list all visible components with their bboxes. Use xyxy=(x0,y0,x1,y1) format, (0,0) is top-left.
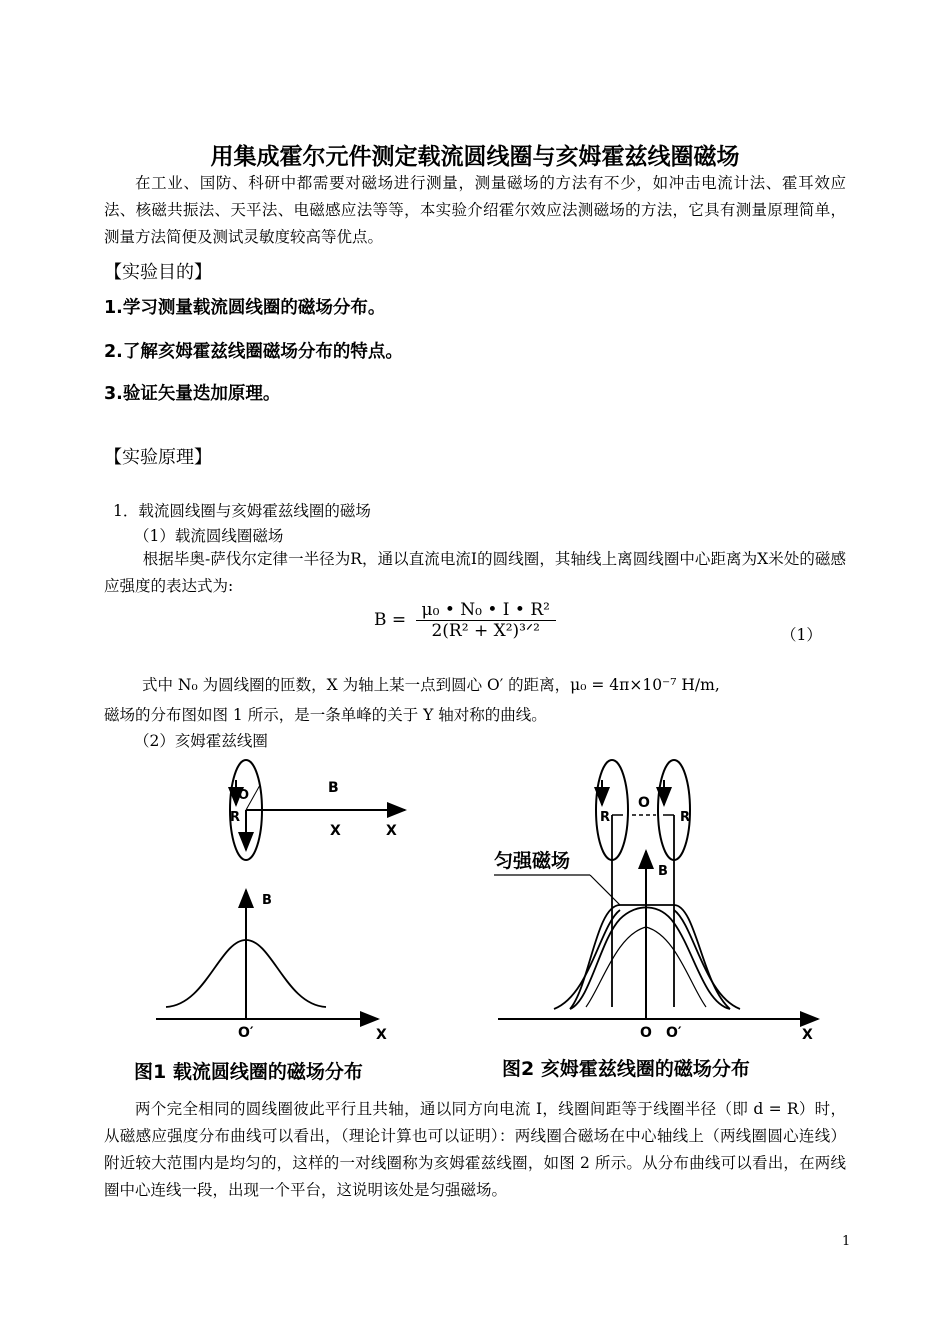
biot-savart-formula xyxy=(374,600,556,641)
page-number: 1 xyxy=(842,1234,851,1249)
closing-paragraph: 两个完全相同的圆线圈彼此平行且共轴，通以同方向电流 I，线圈间距等于线圈半径（即 d = R）时，从磁感应强度分布曲线可以看出，（理论计算也可以证明）：两线圈合磁场在中心轴线上（两线圈圆心连线）附近较大范围内是均匀的，这样的一对线圈称为亥姆霍兹线圈，如图 2 所示。从分布曲线可以看出，在两线圈中心连线一段，出现一个平台，这说明该处是匀强磁场。 xyxy=(104,1100,846,1199)
fig1-coil xyxy=(230,760,405,860)
principle-sub-1: （1）载流圆线圈磁场 xyxy=(134,527,284,545)
fig2-label-o-top: O xyxy=(638,795,650,811)
intro-paragraph: 在工业、国防、科研中都需要对磁场进行测量，测量磁场的方法有不少，如冲击电流计法、霍耳效应法、核磁共振法、天平法、电磁感应法等等，本实验介绍霍尔效应法测磁场的方法，它具有测量原理简单，测量方法简便及测试灵敏度较高等优点。 xyxy=(104,174,846,246)
fig1-label-b-top: B xyxy=(328,780,339,796)
figure-2-diagram xyxy=(490,755,830,1055)
fig1-label-o: O xyxy=(238,788,250,803)
fig2-label-uniform-field: 匀强磁场 xyxy=(494,850,571,872)
formula-numerator: μ₀ • N₀ • I • R² xyxy=(416,600,556,621)
fig1-label-r: R xyxy=(230,810,241,825)
figure-2-caption: 图2 亥姆霍兹线圈的磁场分布 xyxy=(502,1058,750,1080)
formula-lhs: B = xyxy=(374,610,407,630)
figure-1-caption: 图1 载流圆线圈的磁场分布 xyxy=(134,1061,363,1083)
page-title: 用集成霍尔元件测定载流圆线圈与亥姆霍兹线圈磁场 xyxy=(210,144,740,170)
goal-2: 2.了解亥姆霍兹线圈磁场分布的特点。 xyxy=(104,342,403,362)
fig2-callout-pointer xyxy=(590,875,620,905)
formula-fraction xyxy=(416,600,556,641)
fig2-label-b: B xyxy=(658,864,668,879)
fig2-outer-curve-right xyxy=(674,910,740,1009)
fig2-label-o-bottom: O xyxy=(640,1025,652,1041)
principle-paragraph-2-line-2: 磁场的分布图如图 1 所示，是一条单峰的关于 Y 轴对称的曲线。 xyxy=(104,706,547,724)
formula-number: （1） xyxy=(781,626,822,644)
fig2-label-x-axis: X xyxy=(802,1027,813,1043)
fig2-label-o-prime: O′ xyxy=(666,1025,682,1041)
principle-heading: 【实验原理】 xyxy=(104,447,212,468)
fig2-label-r-right: R xyxy=(680,810,691,825)
fig2-outer-curve-left xyxy=(554,910,620,1009)
purpose-heading: 【实验目的】 xyxy=(104,262,212,283)
formula-denominator: 2(R² + X²)³ᐟ² xyxy=(431,621,540,641)
principle-item-1: 1．载流圆线圈与亥姆霍兹线圈的磁场 xyxy=(113,502,371,520)
principle-paragraph-1: 根据毕奥-萨伐尔定律一半径为R，通以直流电流I的圆线圈，其轴线上离圆线圈中心距离为X米处的磁感应强度的表达式为: xyxy=(104,550,846,595)
fig2-label-r-left: R xyxy=(600,810,611,825)
fig1-label-x2: X xyxy=(386,823,397,839)
goal-3: 3.验证矢量迭加原理。 xyxy=(104,384,281,404)
fig1-label-x1: X xyxy=(330,823,341,839)
fig1-label-b-axis: B xyxy=(262,893,272,908)
goal-1: 1.学习测量载流圆线圈的磁场分布。 xyxy=(104,298,386,318)
principle-sub-2: （2）亥姆霍兹线圈 xyxy=(134,732,268,750)
fig1-label-origin: O′ xyxy=(238,1025,254,1041)
fig1-label-x-axis: X xyxy=(376,1027,387,1043)
principle-paragraph-2-line-1: 式中 N₀ 为圆线圈的匝数，X 为轴上某一点到圆心 O′ 的距离，μ₀ = 4π×10⁻⁷ H/m, xyxy=(142,676,720,694)
figure-1-diagram xyxy=(150,755,397,1055)
